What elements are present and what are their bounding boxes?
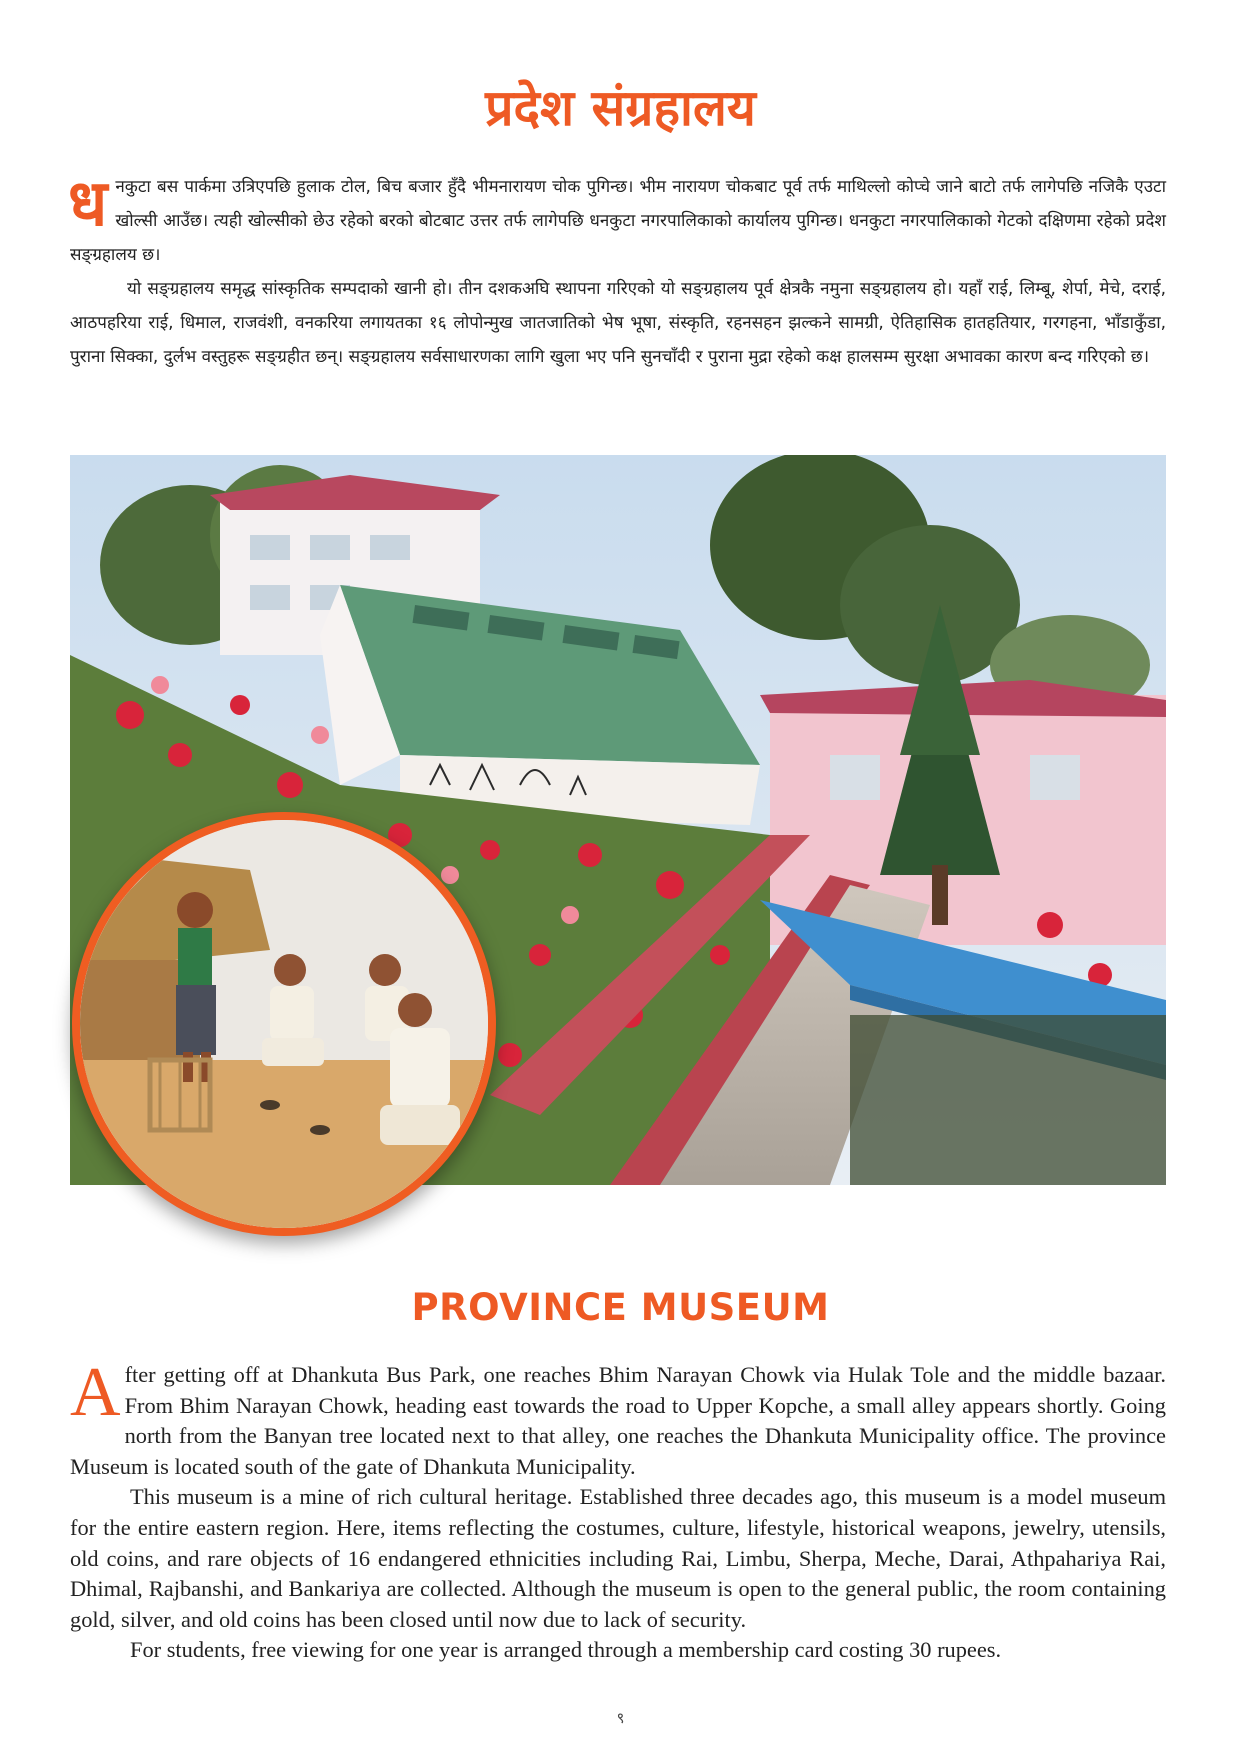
nepali-paragraph-2: यो सङ्ग्रहालय समृद्ध सांस्कृतिक सम्पदाको खानी हो। तीन दशकअघि स्थापना गरिएको यो सङ्ग्रहालय पूर्व क्षेत्रकै नमुना सङ्ग्रहालय हो। यहाँ राई, लिम्बू, शेर्पा, मेचे, दराई, आठपहरिया राई, धिमाल, राजवंशी, वनकरिया लगायतका १६ लोपोन्मुख जातजातिको भेष भूषा, संस्कृति, रहनसहन झल्कने सामग्री, ऐतिहासिक हातहतियार, गरगहना, भाँडाकुँडा, पुराना सिक्का, दुर्लभ वस्तुहरू सङ्ग्रहीत छन्। सङ्ग्रहालय सर्वसाधारणका लागि खुला भए पनि सुनचाँदी र पुराना मुद्रा रहेको कक्ष हालसम्म सुरक्षा अभावका कारण बन्द गरिएको छ। [70, 279, 1166, 367]
page-number: ९ [616, 1709, 625, 1727]
nepali-paragraph-1-text: नकुटा बस पार्कमा उत्रिएपछि हुलाक टोल, बिच बजार हुँदै भीमनारायण चोक पुगिन्छ। भीम नारायण चोकबाट पूर्व तर्फ माथिल्लो कोप्चे जाने बाटो तर्फ लागेपछि नजिकै एउटा खोल्सी आउँछ। त्यही खोल्सीको छेउ रहेको बरको बोटबाट उत्तर तर्फ लागेपछि धनकुटा नगरपालिकाको कार्यालय पुगिन्छ। धनकुटा नगरपालिकाको गेटको दक्षिणमा रहेको प्रदेश सङ्ग्रहालय छ। [70, 177, 1166, 265]
nepali-body [68, 167, 1166, 374]
page-title-nepali: प्रदेश संग्रहालय [485, 79, 756, 137]
museum-diorama-inset-photo [72, 812, 496, 1236]
english-paragraph-1-text: fter getting off at Dhankuta Bus Park, one reaches Bhim Narayan Chowk via Hulak Tole and the middle bazaar. From Bhim Narayan Chowk, heading east towards the road to Upper Kopche, a small alley appears shortly. Going north from the Banyan tree located next to that alley, one reaches the Dhankuta Municipality office. The province Museum is located south of the gate of Dhankuta Municipality. [70, 1362, 1166, 1479]
english-dropcap: A [70, 1354, 121, 1431]
nepali-dropcap: ध [68, 167, 108, 241]
diorama-illustration [80, 820, 488, 1228]
page-title-english: PROVINCE MUSEUM [411, 1286, 830, 1329]
nepali-paragraph-1 [68, 167, 1166, 272]
english-paragraph-2: This museum is a mine of rich cultural heritage. Established three decades ago, this museum is a model museum for the entire eastern region. Here, items reflecting the costumes, culture, lifestyle, historical weapons, jewelry, utensils, old coins, and rare objects of 16 endangered ethnicities including Rai, Limbu, Sherpa, Meche, Darai, Athpahariya Rai, Dhimal, Rajbanshi, and Bankariya are collected. Although the museum is open to the general public, the room containing gold, silver, and old coins has been closed until now due to lack of security. [70, 1484, 1166, 1632]
english-body [70, 1354, 1166, 1666]
english-paragraph-3: For students, free viewing for one year is arranged through a membership card costing 30 rupees. [130, 1637, 1002, 1663]
english-paragraph-1 [70, 1354, 1166, 1482]
